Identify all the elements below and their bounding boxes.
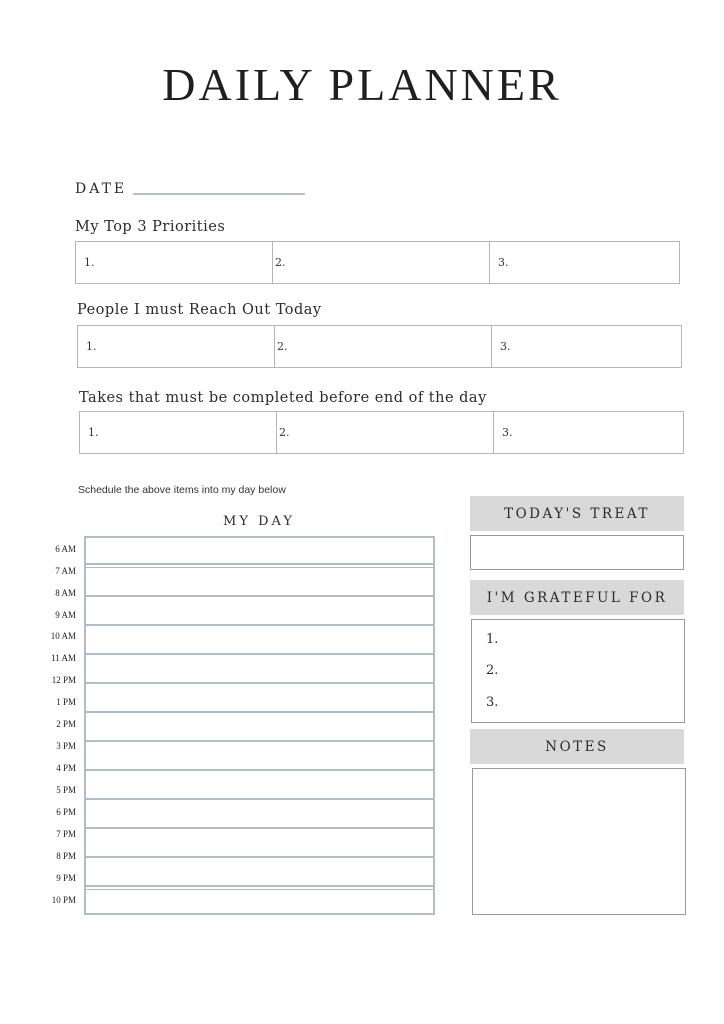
priority-cell-1[interactable]: 1. xyxy=(76,242,273,283)
treat-field[interactable] xyxy=(470,535,684,570)
time-label: 9 PM xyxy=(56,873,76,883)
grateful-item-2: 2. xyxy=(486,663,499,678)
slot-divider xyxy=(84,624,435,626)
treat-header: TODAY'S TREAT xyxy=(470,496,684,531)
time-label: 3 PM xyxy=(56,741,76,751)
grateful-item-3: 3. xyxy=(486,695,499,710)
slot-divider xyxy=(84,595,435,597)
grateful-item-1: 1. xyxy=(486,632,499,647)
priorities-label: My Top 3 Priorities xyxy=(75,219,226,235)
tasks-label: Takes that must be completed before end of the day xyxy=(79,390,487,406)
grateful-header: I'M GRATEFUL FOR xyxy=(470,580,684,615)
slot-divider xyxy=(84,856,435,858)
slot-divider xyxy=(84,682,435,684)
tasks-row xyxy=(79,411,684,454)
time-label: 6 AM xyxy=(55,544,76,554)
grateful-box[interactable] xyxy=(471,619,685,723)
time-label: 10 AM xyxy=(50,631,76,641)
my-day-grid[interactable] xyxy=(84,536,435,915)
slot-divider xyxy=(84,653,435,655)
time-label: 7 AM xyxy=(55,566,76,576)
reach-out-row xyxy=(77,325,682,368)
time-label: 5 PM xyxy=(56,785,76,795)
notes-box[interactable] xyxy=(472,768,686,915)
time-label: 7 PM xyxy=(56,829,76,839)
time-label: 2 PM xyxy=(56,719,76,729)
reach-out-label: People I must Reach Out Today xyxy=(77,302,322,318)
priority-cell-2[interactable]: 2. xyxy=(273,242,490,283)
reach-out-cell-2[interactable]: 2. xyxy=(275,326,492,367)
slot-divider xyxy=(84,567,435,568)
reach-out-cell-1[interactable]: 1. xyxy=(78,326,275,367)
slot-divider xyxy=(84,711,435,713)
priority-cell-3[interactable]: 3. xyxy=(498,256,509,269)
page-title: DAILY PLANNER xyxy=(162,59,562,110)
slot-divider xyxy=(84,885,435,887)
time-label: 12 PM xyxy=(51,675,76,685)
notes-header: NOTES xyxy=(470,729,684,764)
time-label: 4 PM xyxy=(56,763,76,773)
task-cell-3[interactable]: 3. xyxy=(502,426,513,439)
slot-divider xyxy=(84,798,435,800)
slot-divider xyxy=(84,889,435,890)
slot-divider xyxy=(84,769,435,771)
date-field[interactable] xyxy=(133,193,305,195)
time-label: 8 PM xyxy=(56,851,76,861)
time-label: 8 AM xyxy=(55,588,76,598)
time-label: 6 PM xyxy=(56,807,76,817)
date-label: DATE xyxy=(75,181,128,197)
my-day-title: MY DAY xyxy=(223,514,295,529)
time-label: 11 AM xyxy=(51,653,76,663)
slot-divider xyxy=(84,740,435,742)
task-cell-2[interactable]: 2. xyxy=(277,412,494,453)
reach-out-cell-3[interactable]: 3. xyxy=(500,340,511,353)
slot-divider xyxy=(84,563,435,565)
time-label: 9 AM xyxy=(55,610,76,620)
time-label: 10 PM xyxy=(51,895,76,905)
slot-divider xyxy=(84,827,435,829)
priorities-row xyxy=(75,241,680,284)
task-cell-1[interactable]: 1. xyxy=(80,412,277,453)
time-label: 1 PM xyxy=(56,697,76,707)
schedule-hint: Schedule the above items into my day below xyxy=(78,484,286,496)
